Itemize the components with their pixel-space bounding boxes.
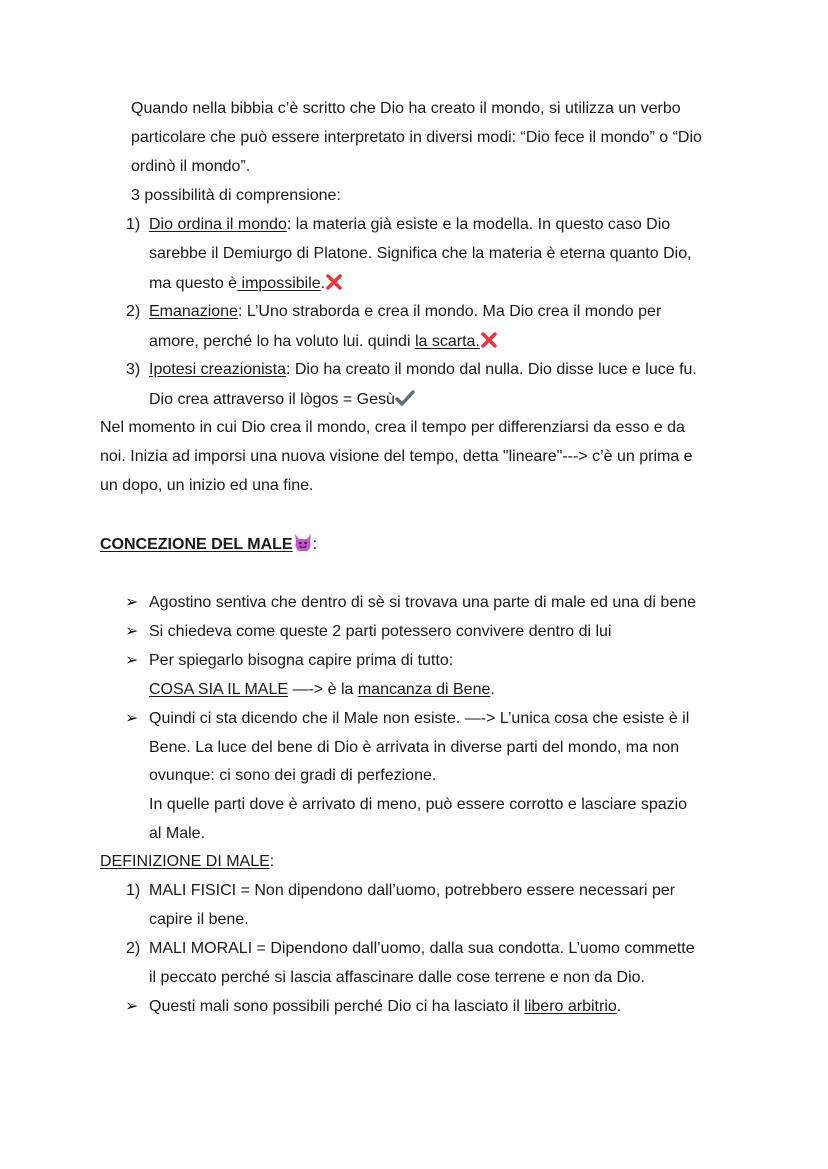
item-text: Dio crea attraverso il lògos = Gesù	[149, 391, 395, 408]
section-heading-definizione	[100, 852, 274, 872]
item-text: : la materia già esiste e la modella. In questo caso Dio	[286, 216, 671, 233]
term-underlined: impossibile	[237, 275, 321, 292]
list-item: MALI MORALI = Dipendono dall’uomo, dalla sua condotta. L’uomo commette	[149, 940, 695, 957]
item-line: il peccato perché si lascia affascinare dalle cose terrene e non da Dio.	[149, 969, 645, 986]
paragraph-line: Nel momento in cui Dio crea il mondo, crea il tempo per differenziarsi da esso e da	[100, 419, 685, 436]
heading-text: CONCEZIONE DEL MALE	[100, 536, 293, 553]
bullet-item-line: ovunque: ci sono dei gradi di perfezione.	[149, 767, 437, 784]
list-marker: 1)	[126, 882, 141, 899]
paragraph-line: noi. Inizia ad imporsi una nuova visione del tempo, detta "lineare"---> c’è un prima e	[100, 448, 693, 465]
list-marker: 2)	[126, 303, 141, 320]
item-text: : L’Uno straborda e crea il mondo. Ma Dio crea il mondo per	[237, 303, 662, 320]
bullet-item: Per spiegarlo bisogna capire prima di tutto:	[149, 652, 454, 669]
section-heading-concezione	[100, 533, 317, 555]
list-item: MALI FISICI = Non dipendono dall’uomo, potrebbero essere necessari per	[149, 882, 676, 899]
item-text: ma questo è	[149, 275, 238, 292]
item-line	[149, 331, 498, 352]
term-underlined: la scarta.	[414, 333, 480, 350]
item-line	[149, 389, 415, 410]
paragraph-line: un dopo, un inizio ed una fine.	[100, 477, 314, 494]
term-underlined: COSA SIA IL MALE	[149, 681, 289, 698]
bullet-arrow: ➢	[125, 710, 139, 727]
bullet-item: Quindi ci sta dicendo che il Male non esiste. —-> L’unica cosa che esiste è il	[149, 710, 690, 727]
term-underlined: Ipotesi creazionista	[149, 361, 286, 378]
term-underlined: Emanazione	[149, 303, 238, 320]
bullet-item	[149, 997, 621, 1017]
item-line	[149, 273, 343, 294]
term-underlined: Dio ordina il mondo	[149, 216, 287, 233]
check-mark-icon	[395, 389, 415, 407]
bullet-arrow: ➢	[125, 623, 139, 640]
item-text: .	[490, 681, 495, 698]
list-item	[149, 360, 697, 380]
list-marker: 2)	[126, 940, 141, 957]
list-marker: 3)	[126, 361, 141, 378]
bullet-item: Si chiedeva come queste 2 parti potessero convivere dentro di lui	[149, 623, 612, 640]
bullet-item-line: Bene. La luce del bene di Dio è arrivata in diverse parti del mondo, ma non	[149, 739, 680, 756]
term-underlined: libero arbitrio	[524, 998, 617, 1015]
item-text: —-> è la	[288, 681, 358, 698]
bullet-arrow: ➢	[125, 652, 139, 669]
bullet-item: Agostino sentiva che dentro di sè si trovava una parte di male ed una di bene	[149, 594, 697, 611]
bullet-arrow: ➢	[125, 998, 139, 1015]
cross-mark-icon	[480, 331, 498, 349]
bullet-item-line	[149, 680, 495, 700]
bullet-item-line: al Male.	[149, 825, 206, 842]
bullet-item-line: In quelle parti dove è arrivato di meno, può essere corrotto e lasciare spazio	[149, 796, 688, 813]
heading-text: DEFINIZIONE DI MALE	[100, 853, 270, 870]
list-marker: 1)	[126, 216, 141, 233]
list-item	[149, 302, 661, 322]
item-line: sarebbe il Demiurgo di Platone. Significa che la materia è eterna quanto Dio,	[149, 245, 692, 262]
list-item	[149, 215, 670, 235]
cross-mark-icon	[325, 273, 343, 291]
item-text: : Dio ha creato il mondo dal nulla. Dio disse luce e luce fu.	[285, 361, 697, 378]
bullet-arrow: ➢	[125, 594, 139, 611]
item-text: .	[616, 998, 622, 1015]
intro-line-3: ordinò il mondo”.	[131, 158, 251, 175]
item-line: capire il bene.	[149, 911, 249, 928]
heading-colon: :	[269, 853, 275, 870]
item-text: .	[320, 275, 326, 292]
term-underlined: mancanza di Bene	[357, 681, 491, 698]
item-text: Questi mali sono possibili perché Dio ci ha lasciato il	[149, 998, 525, 1015]
intro-line-1: Quando nella bibbia c’è scritto che Dio ha creato il mondo, si utilizza un verbo	[131, 100, 681, 117]
intro-line-4: 3 possibilità di comprensione:	[131, 187, 341, 204]
item-text: amore, perché lo ha voluto lui. quindi	[149, 333, 415, 350]
intro-line-2: particolare che può essere interpretato in diversi modi: “Dio fece il mondo” o “Dio	[131, 129, 702, 146]
heading-colon: :	[312, 536, 318, 553]
devil-face-icon	[293, 533, 313, 551]
